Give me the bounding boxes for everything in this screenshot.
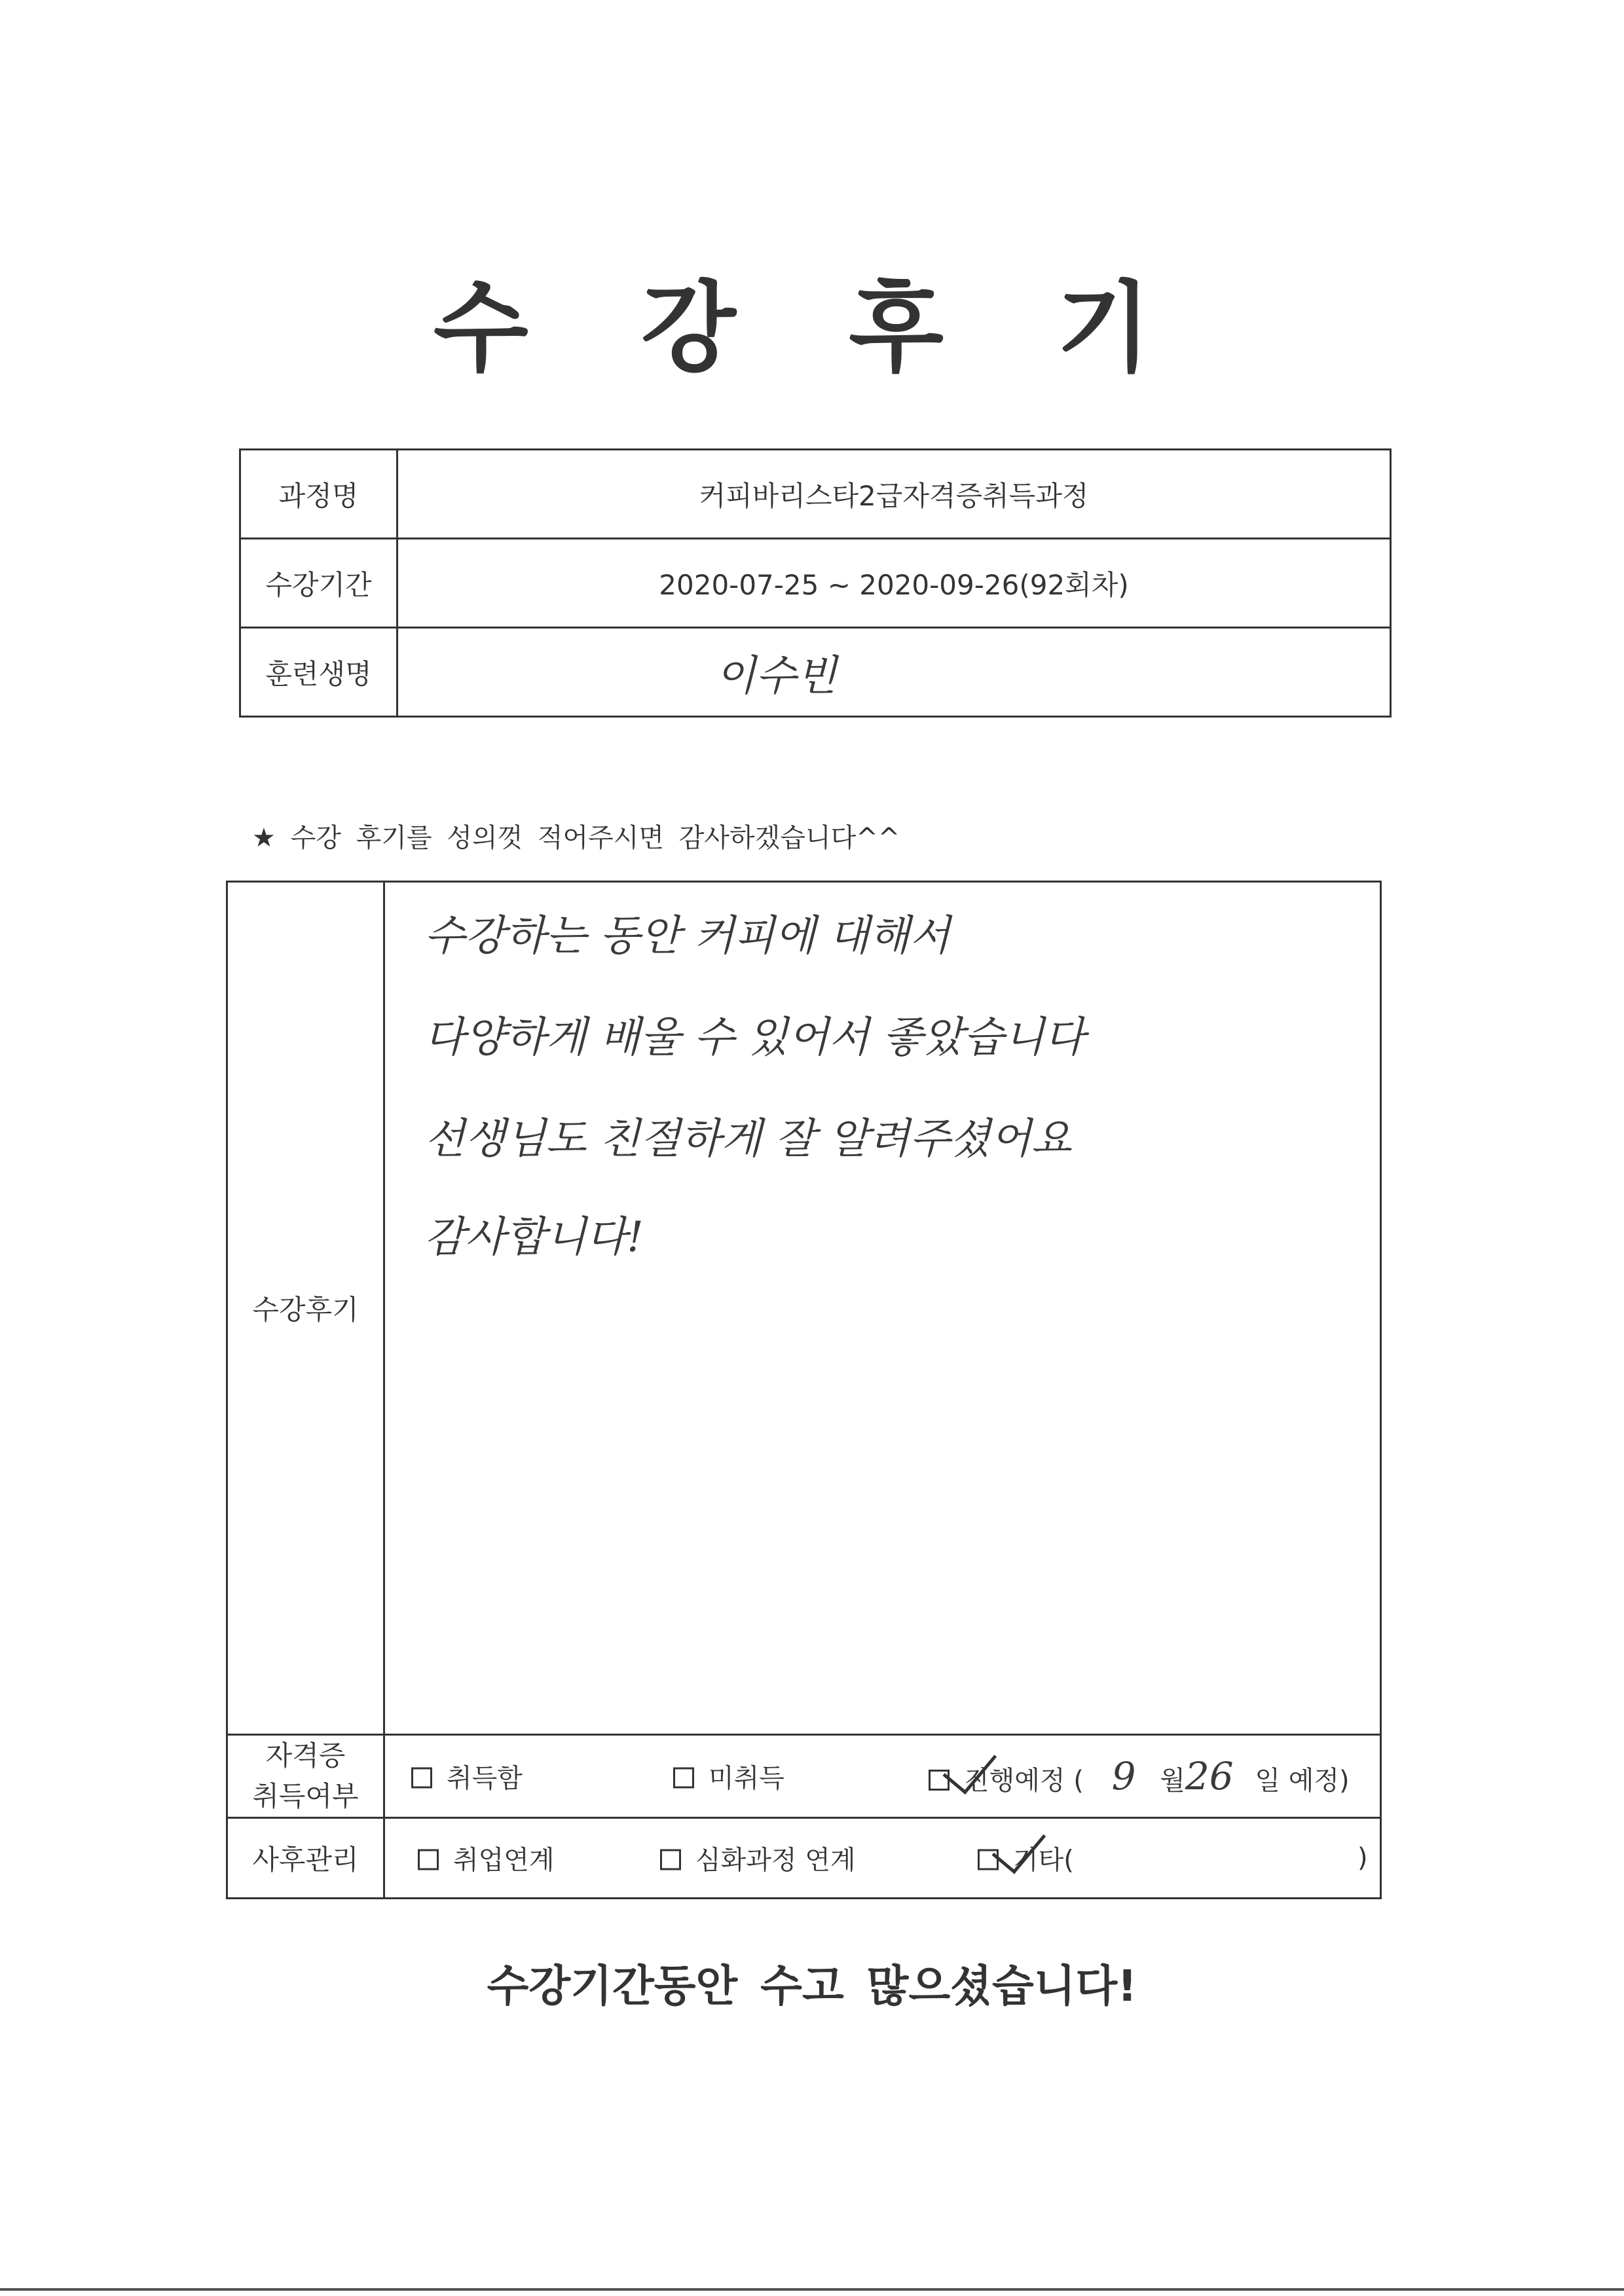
day-unit: 일 예정) (1255, 1766, 1350, 1796)
certificate-label (227, 1735, 384, 1818)
scheduled-month: 9 (1111, 1754, 1136, 1798)
option-in-progress-label: 진행예정 ( (964, 1766, 1084, 1796)
certificate-options (384, 1735, 1381, 1818)
checkbox-job-link[interactable] (418, 1850, 439, 1870)
trainee-name-handwritten: 이수빈 (715, 651, 837, 701)
trainee-value-cell (397, 628, 1391, 717)
certificate-label-line1: 자격증 (265, 1740, 346, 1772)
checkbox-other[interactable] (978, 1850, 999, 1870)
option-in-progress[interactable] (929, 1754, 1350, 1798)
course-label: 과정명 (240, 450, 397, 539)
course-value: 커피바리스타2급자격증취득과정 (397, 450, 1391, 539)
course-info-table (239, 448, 1392, 718)
scheduled-day: 26 (1185, 1754, 1234, 1798)
review-row (227, 882, 1381, 1735)
review-table (226, 881, 1382, 1899)
option-acquired[interactable] (411, 1758, 523, 1795)
footer-message: 수강기간동안 수고 많으셨습니다! (487, 1961, 1137, 2011)
option-other[interactable] (978, 1840, 1074, 1877)
review-line-1: 수강하는 동안 커피에 대해서 (424, 912, 950, 960)
certificate-label-line2: 취득여부 (252, 1780, 359, 1812)
checkbox-acquired[interactable] (411, 1768, 432, 1789)
option-advanced-course[interactable] (660, 1840, 856, 1877)
option-advanced-course-label: 심화과정 연계 (695, 1845, 856, 1876)
trainee-row (240, 628, 1391, 717)
scan-edge-line (0, 2288, 1624, 2291)
review-text-area (384, 882, 1381, 1735)
option-job-link[interactable] (418, 1840, 555, 1877)
review-line-4: 감사합니다! (424, 1213, 644, 1262)
option-job-link-label: 취업연계 (453, 1845, 555, 1876)
course-row (240, 450, 1391, 539)
review-line-3: 선생님도 친절하게 잘 알려주셨어요 (424, 1115, 1072, 1163)
period-label: 수강기간 (240, 539, 397, 628)
period-value: 2020-07-25 ~ 2020-09-26(92회차) (397, 539, 1391, 628)
notice-text: ★ 수강 후기를 성의껏 적어주시면 감사하겠습니다^^ (252, 823, 900, 853)
checkbox-advanced-course[interactable] (660, 1850, 681, 1870)
month-unit: 월 (1160, 1766, 1185, 1796)
review-line-2: 다양하게 배울 수 있어서 좋았습니다 (424, 1013, 1085, 1062)
option-acquired-label: 취득함 (447, 1763, 523, 1794)
period-row (240, 539, 1391, 628)
review-label: 수강후기 (227, 882, 384, 1735)
checkbox-not-acquired[interactable] (673, 1768, 694, 1789)
certificate-row (227, 1735, 1381, 1818)
aftercare-options (384, 1818, 1381, 1899)
option-not-acquired-label: 미취득 (709, 1763, 784, 1794)
checkbox-in-progress[interactable] (929, 1770, 950, 1791)
option-not-acquired[interactable] (673, 1758, 784, 1795)
aftercare-label: 사후관리 (227, 1818, 384, 1899)
other-close-paren: ) (1357, 1843, 1368, 1873)
option-other-label: 기타( (1013, 1845, 1074, 1876)
trainee-label: 훈련생명 (240, 628, 397, 717)
page-title: 수 강 후 기 (433, 272, 1191, 386)
aftercare-row (227, 1818, 1381, 1899)
